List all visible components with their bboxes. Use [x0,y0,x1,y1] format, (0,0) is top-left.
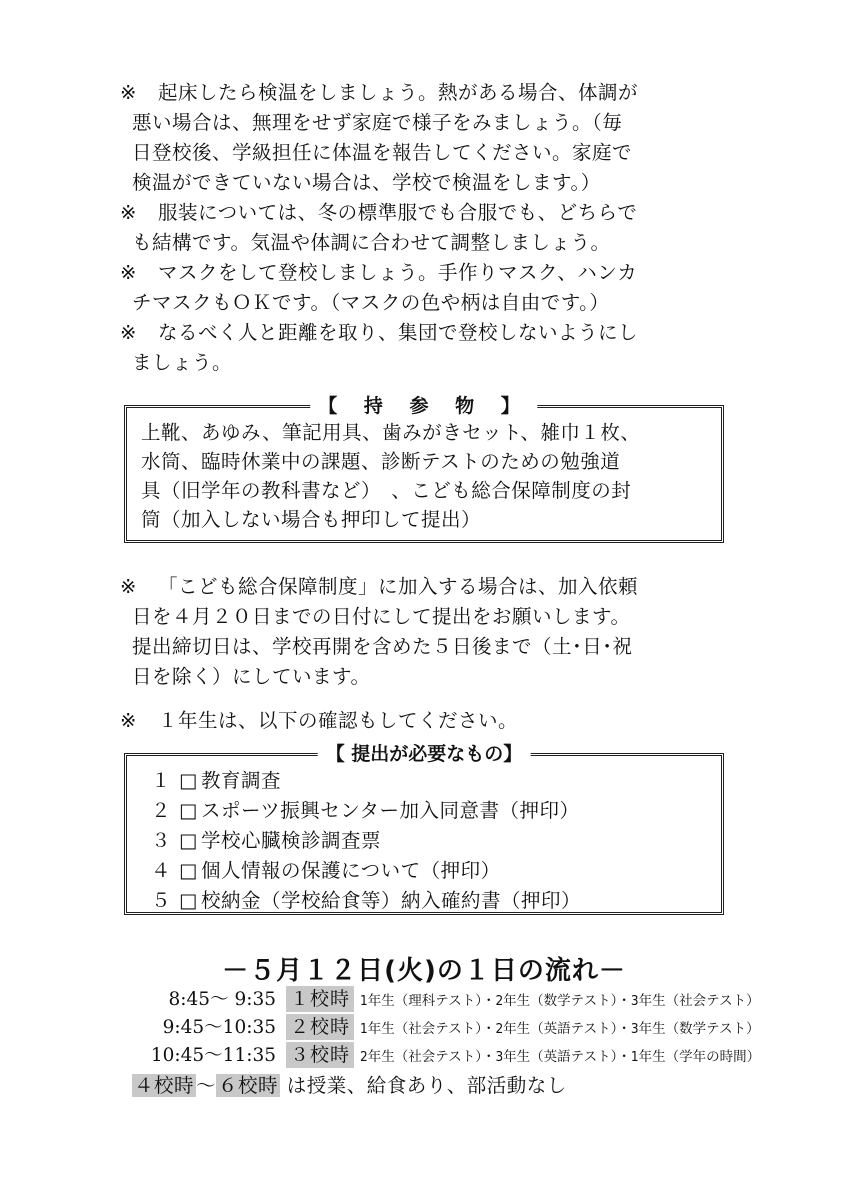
schedule-row [132,1042,760,1070]
first-year-text: １年生は、以下の確認もしてください。 [158,709,519,732]
first-year-note [122,706,732,736]
item-number: ４ [151,859,172,882]
insurance-note [122,572,732,692]
note-line: マスクをして登校しましょう。手作りマスク、ハンカ [158,261,638,284]
note-mark: ※ [120,575,137,598]
note-mark: ※ [120,201,137,224]
period-detail: 1年生（社会テスト）・2年生（英語テスト）・3年生（数学テスト） [360,1021,760,1037]
checkbox-icon: □ [179,769,198,792]
footer-text: は授業、給食あり、部活動なし [280,1074,567,1097]
checkbox-icon: □ [179,799,198,822]
belongings-line: 水筒、臨時休業中の課題、診断テストのための勉強道 [141,450,621,473]
note-line: 服装については、冬の標準服でも合服でも、どちらで [158,201,638,224]
schedule-row [132,986,760,1014]
period-time: 9:45～10:35 [162,1017,276,1038]
period-time: 10:45～11:35 [150,1045,276,1066]
item-label: 個人情報の保護について（押印） [201,859,501,882]
note-mark: ※ [120,321,137,344]
note-line: チマスクもＯＫです。（マスクの色や柄は自由です。） [132,291,610,314]
belongings-title: 【 持 参 物 】 [310,394,537,418]
item-number: ２ [151,799,172,822]
note-line: 起床したら検温をしましょう。熱がある場合、体調が [158,81,639,104]
item-label: スポーツ振興センター加入同意書（押印） [201,799,580,822]
belongings-line: 筒（加入しない場合も押印して提出） [141,508,482,531]
belongings-list [141,418,711,534]
period-label: ２校時 [286,1014,354,1040]
period-label: １校時 [286,986,354,1012]
note-mark: ※ [120,261,137,284]
period-detail: 1年生（理科テスト）・2年生（数学テスト）・3年生（社会テスト） [360,993,760,1009]
insurance-line: 提出締切日は、学校再開を含めた５日後まで（土･日･祝 [132,635,633,658]
list-item [151,766,581,796]
item-label: 校納金（学校給食等）納入確約書（押印） [201,889,582,912]
notes-list [122,78,732,378]
note-line: 検温ができていない場合は、学校で検温をします。） [132,171,601,194]
list-item [151,796,581,826]
tilde: ～ [196,1074,217,1097]
schedule-row [132,1014,760,1042]
period-label: ６校時 [218,1074,279,1097]
period-label: ３校時 [286,1042,354,1068]
item-number: ３ [151,829,172,852]
note-mark: ※ [120,81,137,104]
required-list [151,766,581,916]
required-documents-box [124,743,724,915]
checkbox-icon: □ [179,829,198,852]
item-number: １ [151,769,172,792]
insurance-paragraph [122,572,732,692]
list-item [151,826,581,856]
belongings-box [124,395,724,543]
item-label: 学校心臓検診調査票 [201,829,382,852]
note-line: なるべく人と距離を取り、集団で登校しないようにし [158,321,639,344]
period-label: ４校時 [134,1074,195,1097]
schedule-title: －５月１２日(火)の１日の流れ－ [222,956,626,986]
note-line: ましょう。 [132,351,233,374]
note-line: 日登校後、学級担任に体温を報告してください。家庭で [132,141,633,164]
belongings-line: 上靴、あゆみ、筆記用具、歯みがきセット、雑巾１枚、 [141,421,641,444]
note-distance [122,318,732,378]
note-clothing [122,198,732,258]
insurance-line: 「こども総合保障制度」に加入する場合は、加入依頼 [158,575,639,598]
insurance-line: 日を除く）にしています。 [132,665,371,688]
item-number: ５ [151,889,172,912]
list-item [151,886,581,916]
note-mask [122,258,732,318]
item-label: 教育調査 [201,769,282,792]
insurance-line: 日を４月２０日までの日付にして提出をお願いします。 [132,605,631,628]
first-year-paragraph [122,706,732,736]
note-line: 悪い場合は、無理をせず家庭で様子をみましょう。（毎 [132,111,623,134]
checkbox-icon: □ [179,859,198,882]
note-mark: ※ [120,709,137,732]
list-item [151,856,581,886]
period-time: 8:45～ 9:35 [168,989,276,1010]
period-detail: 2年生（社会テスト）・3年生（英語テスト）・1年生（学年の時間） [360,1049,761,1065]
checkbox-icon: □ [179,889,198,912]
note-line: も結構です。気温や体調に合わせて調整しましょう。 [132,231,611,254]
required-title: 【 提出が必要なもの】 [318,742,531,766]
note-temperature [122,78,732,198]
belongings-line: 具（旧学年の教科書など） 、こども総合保障制度の封 [141,479,632,502]
schedule-footer [132,1072,567,1100]
